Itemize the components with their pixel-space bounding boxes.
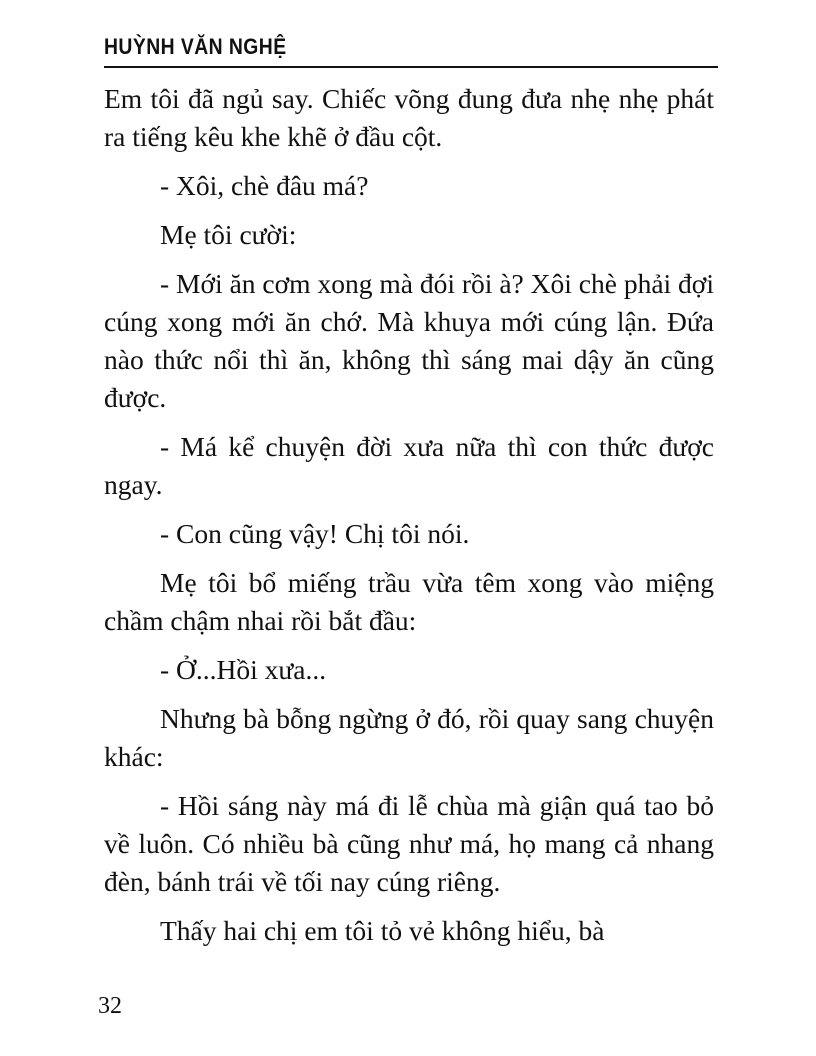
paragraph-8: - Ở...Hồi xưa... — [160, 654, 327, 685]
paragraph-10: - Hồi sáng này má đi lễ chùa mà giận quá tao bỏ về luôn. Có nhiều bà cũng như má, họ mang cả nhang đèn, bánh trái về tối nay cúng riêng. — [104, 790, 714, 897]
paragraph-5: - Má kể chuyện đời xưa nữa thì con thức được ngay. — [104, 431, 714, 500]
page-number: 32 — [98, 993, 122, 1019]
paragraph-7: Mẹ tôi bổ miếng trầu vừa têm xong vào miệng chầm chậm nhai rồi bắt đầu: — [104, 567, 714, 636]
paragraph-11: Thấy hai chị em tôi tỏ vẻ không hiểu, bà — [160, 915, 605, 946]
paragraph-4: - Mới ăn cơm xong mà đói rồi à? Xôi chè phải đợi cúng xong mới ăn chớ. Mà khuya mới cúng lận. Đứa nào thức nổi thì ăn, không thì sáng mai dậy ăn cũng được. — [104, 268, 714, 413]
paragraph-9: Nhưng bà bỗng ngừng ở đó, rồi quay sang chuyện khác: — [104, 703, 714, 772]
paragraph-6: - Con cũng vậy! Chị tôi nói. — [160, 518, 470, 549]
paragraph-1: Em tôi đã ngủ say. Chiếc võng đung đưa nhẹ nhẹ phát ra tiếng kêu khe khẽ ở đầu cột. — [104, 83, 714, 152]
paragraph-3: Mẹ tôi cười: — [160, 219, 297, 250]
page-body — [104, 80, 714, 961]
running-header — [104, 34, 718, 68]
paragraph-2: - Xôi, chè đâu má? — [160, 170, 369, 201]
header-title: HUỲNH VĂN NGHỆ — [104, 34, 287, 59]
